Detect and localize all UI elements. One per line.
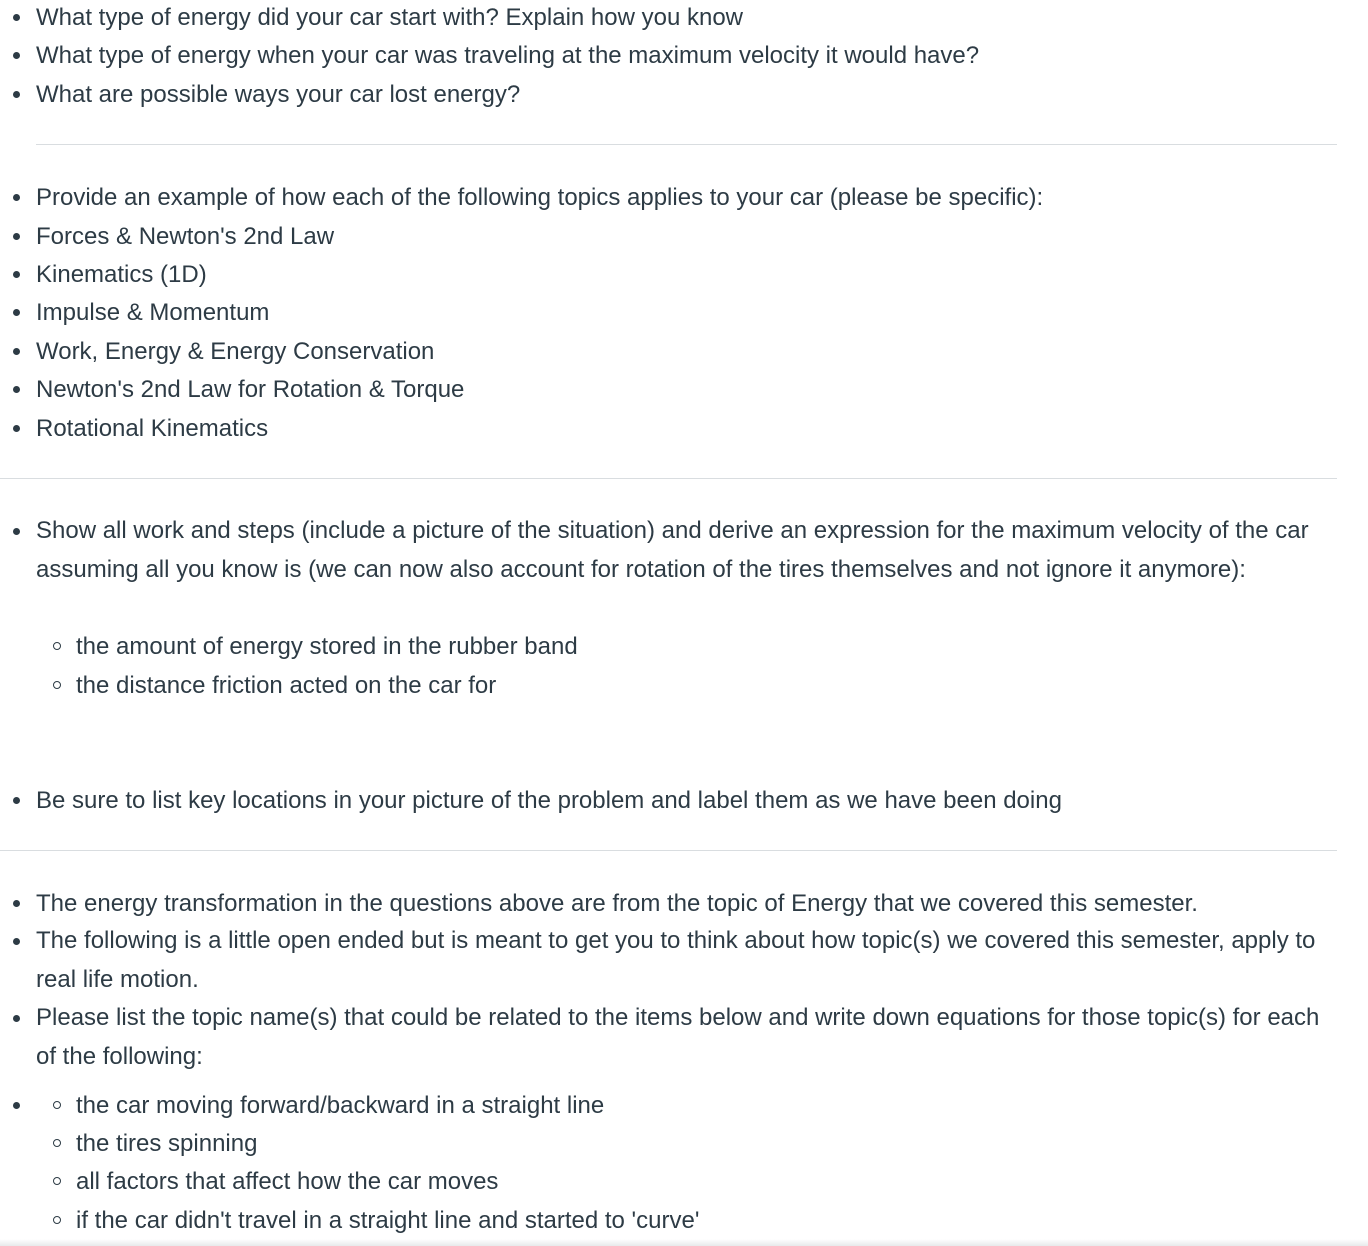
scroll-edge-shadow — [0, 1239, 1368, 1246]
circle-bullet-icon — [53, 1216, 61, 1224]
circle-bullet-icon — [53, 642, 61, 650]
list-item: Work, Energy & Energy Conservation — [36, 338, 435, 365]
bullet-icon — [13, 194, 20, 201]
sub-list-item: if the car didn't travel in a straight line and started to 'curve' — [76, 1207, 700, 1234]
bullet-icon — [13, 1102, 20, 1109]
sub-list-item: the tires spinning — [76, 1130, 258, 1157]
list-item: What type of energy did your car start with? Explain how you know — [36, 4, 744, 31]
list-item: Please list the topic name(s) that could be related to the items below and write down equations for those topic(s) for each of the following: — [36, 1004, 1320, 1070]
bullet-icon — [13, 52, 20, 59]
list-item: Newton's 2nd Law for Rotation & Torque — [36, 376, 465, 403]
bullet-icon — [13, 797, 20, 804]
bullet-icon — [13, 900, 20, 907]
bullet-icon — [13, 91, 20, 98]
bullet-icon — [13, 938, 20, 945]
list-item: Forces & Newton's 2nd Law — [36, 223, 335, 250]
circle-bullet-icon — [53, 681, 61, 689]
circle-bullet-icon — [53, 1139, 61, 1147]
bullet-icon — [13, 1015, 20, 1022]
bullet-icon — [13, 14, 20, 21]
bullet-icon — [13, 425, 20, 432]
bullet-icon — [13, 528, 20, 535]
list-item: Be sure to list key locations in your picture of the problem and label them as we have been doing — [36, 787, 1062, 814]
list-item: What type of energy when your car was traveling at the maximum velocity it would have? — [36, 42, 980, 69]
bullet-icon — [13, 309, 20, 316]
sub-list-item: the amount of energy stored in the rubber band — [76, 633, 578, 660]
list-item: The energy transformation in the questions above are from the topic of Energy that we covered this semester. — [36, 890, 1198, 917]
list-item: Impulse & Momentum — [36, 299, 270, 326]
circle-bullet-icon — [53, 1177, 61, 1185]
divider — [0, 850, 1337, 851]
list-item: Rotational Kinematics — [36, 415, 269, 442]
sub-list-item: the distance friction acted on the car for — [76, 672, 497, 699]
bullet-icon — [13, 233, 20, 240]
sub-list-item: the car moving forward/backward in a straight line — [76, 1092, 605, 1119]
bullet-icon — [13, 386, 20, 393]
divider — [36, 144, 1337, 145]
bullet-icon — [13, 271, 20, 278]
list-item: What are possible ways your car lost energy? — [36, 81, 521, 108]
list-item: Provide an example of how each of the following topics applies to your car (please be specific): — [36, 184, 1044, 211]
divider — [0, 478, 1337, 479]
list-item: The following is a little open ended but is meant to get you to think about how topic(s) we covered this semester, apply to real life motion. — [36, 927, 1316, 993]
list-item: Kinematics (1D) — [36, 261, 207, 288]
circle-bullet-icon — [53, 1101, 61, 1109]
list-item: Show all work and steps (include a picture of the situation) and derive an expression for the maximum velocity of the car assuming all you know is (we can now also account for rotation of the tires themselves and not ignore it anymore): — [36, 517, 1309, 583]
sub-list-item: all factors that affect how the car moves — [76, 1168, 499, 1195]
bullet-icon — [13, 348, 20, 355]
